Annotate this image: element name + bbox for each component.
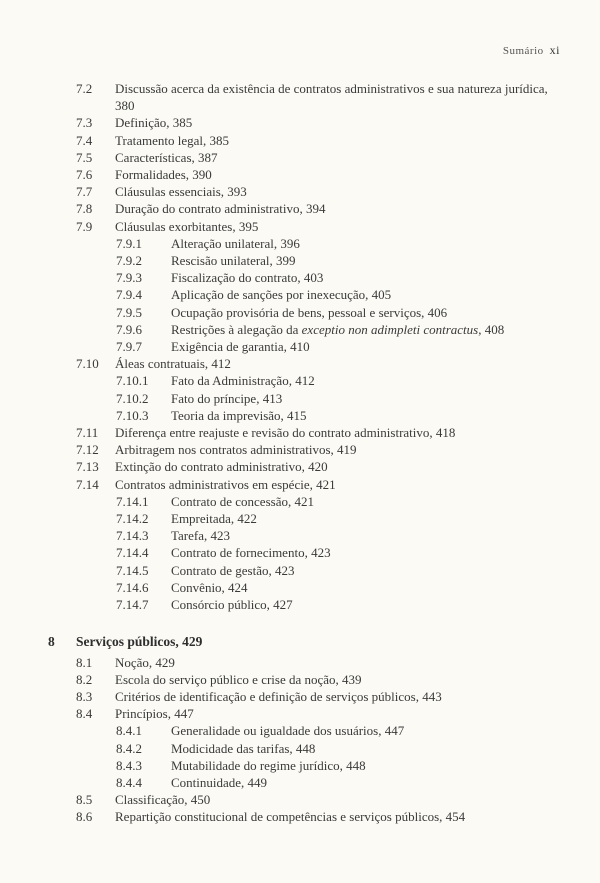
toc-entry [0,286,600,303]
toc-entry-number: 8.2 [76,671,93,687]
toc-entry [0,424,600,441]
toc-entry [0,80,600,114]
toc-entry-title: Ocupação provisória de bens, pessoal e serviços, 406 [171,304,448,320]
toc-entry [0,808,600,825]
toc-entry [0,596,600,613]
toc-entry-title [171,321,570,338]
toc-entry [0,149,600,166]
toc-entry-title: Arbitragem nos contratos administrativos, 419 [115,442,357,458]
toc-entry-number: 8.5 [76,792,93,808]
toc-entry [0,722,600,739]
toc-entry [0,544,600,561]
toc-entry [0,705,600,722]
toc-entry-number: 7.14.7 [116,597,149,613]
toc-entry [0,458,600,475]
toc-entry-title: Discussão acerca da existência de contratos administrativos e sua natureza jurídica, 380 [115,81,548,114]
toc-entry-title: Características, 387 [115,149,218,165]
toc-entry-title: Tratamento legal, 385 [115,132,229,148]
toc-entry [0,183,600,200]
toc-entry-title: Mutabilidade do regime jurídico, 448 [171,757,366,773]
toc-entry-title: Escola do serviço público e crise da noção, 439 [115,671,362,687]
toc-entry-number: 8.4 [76,706,93,722]
toc-entry-title: Extinção do contrato administrativo, 420 [115,459,328,475]
page-number: xi [549,43,560,57]
toc-entry [0,493,600,510]
toc-entry-title: Contratos administrativos em espécie, 421 [115,476,336,492]
toc-entry-title: Aplicação de sanções por inexecução, 405 [171,287,392,303]
table-of-contents [0,80,600,826]
toc-entry-number: 7.4 [76,132,93,148]
toc-entry [0,269,600,286]
toc-entry [0,304,600,321]
toc-entry [0,654,600,671]
running-header-title: Sumário [502,45,544,57]
toc-entry-number: 7.9.2 [116,253,142,269]
toc-entry-number: 7.2 [76,81,93,96]
toc-entry-title: Contrato de gestão, 423 [171,562,295,578]
toc-entry-number: 7.9.4 [116,287,142,303]
toc-entry-title: Critérios de identificação e definição de serviços públicos, 443 [115,688,442,704]
toc-entry-title: Consórcio público, 427 [171,597,293,613]
running-header [503,43,560,58]
toc-entry-number: 7.9.5 [116,304,142,320]
toc-entry [0,372,600,389]
toc-entry [0,476,600,493]
toc-entry [0,407,600,424]
toc-entry-number: 7.14.4 [116,545,149,561]
toc-entry [0,671,600,688]
toc-entry [0,390,600,407]
toc-entry [0,321,600,338]
toc-entry-number: 8.1 [76,654,93,670]
toc-entry [0,441,600,458]
toc-entry-title: Continuidade, 449 [171,774,268,790]
toc-entry [0,355,600,372]
toc-entry [0,688,600,705]
toc-entry-title: Modicidade das tarifas, 448 [171,740,316,756]
toc-entry-title: Cláusulas essenciais, 393 [115,184,247,200]
toc-entry [0,740,600,757]
toc-entry-number: 8.4.2 [116,740,142,756]
toc-entry-number: 7.13 [76,459,99,475]
toc-entry-number: 7.10.3 [116,407,149,423]
toc-entry-title-part: exceptio non adimpleti contractus [301,321,479,337]
toc-entry-number: 7.8 [76,201,93,217]
toc-entry-number: 7.9 [76,218,93,234]
toc-entry-number: 7.11 [76,425,99,441]
toc-entry-title: Fato do príncipe, 413 [171,390,283,406]
toc-entry-title: Duração do contrato administrativo, 394 [115,201,326,217]
toc-entry [0,132,600,149]
toc-entry-number: 7.14.1 [116,493,149,509]
toc-entry-number: 8.4.1 [116,723,142,739]
toc-entry [0,510,600,527]
toc-entry-number: 8.6 [76,809,93,825]
toc-entry [0,114,600,131]
toc-entry-title: Princípios, 447 [115,706,194,722]
toc-entry-title: Empreitada, 422 [171,511,257,527]
toc-entry-number: 8.3 [76,688,93,704]
toc-entry-number: 7.10.2 [116,390,149,406]
toc-entry-number: 7.14.5 [116,562,149,578]
toc-entry-title: Teoria da imprevisão, 415 [171,407,307,423]
toc-entry-title: Contrato de fornecimento, 423 [171,545,331,561]
toc-entry [0,200,600,217]
toc-entry-title: Convênio, 424 [171,579,248,595]
toc-entry-number: 7.12 [76,442,99,458]
toc-entry-number: 7.14.2 [116,511,149,527]
toc-entry [0,579,600,596]
toc-entry-title: Contrato de concessão, 421 [171,493,314,509]
toc-entry-number: 7.3 [76,115,93,131]
toc-entry-number: 7.10.1 [116,373,149,389]
toc-entry-number: 7.14 [76,476,99,492]
toc-entry-title: Fiscalização do contrato, 403 [171,270,324,286]
toc-entry-number: 8 [48,634,55,650]
toc-entry-number: 7.6 [76,167,93,183]
toc-entry-title: Definição, 385 [115,115,193,131]
toc-entry [0,774,600,791]
toc-chapter [0,633,600,650]
toc-entry-number: 8.4.4 [116,774,142,790]
toc-entry [0,218,600,235]
toc-entry-title-part: Restrições à alegação da [171,321,302,337]
toc-entry-number: 7.10 [76,356,99,372]
toc-entry-title: Generalidade ou igualdade dos usuários, 447 [171,723,405,739]
toc-entry-title: Classificação, 450 [115,792,211,808]
toc-entry-number: 7.9.6 [116,321,142,337]
toc-entry-title: Tarefa, 423 [171,528,231,544]
toc-entry-title: Fato da Administração, 412 [171,373,315,389]
toc-entry-title: Rescisão unilateral, 399 [171,253,296,269]
toc-entry-title: Alteração unilateral, 396 [171,235,300,251]
toc-entry-title: Serviços públicos, 429 [76,634,203,650]
toc-entry-number: 7.5 [76,149,93,165]
toc-entry [0,791,600,808]
toc-entry-title: Cláusulas exorbitantes, 395 [115,218,259,234]
toc-entry-number: 7.7 [76,184,93,200]
toc-entry-title: Exigência de garantia, 410 [171,339,310,355]
toc-entry [0,252,600,269]
toc-entry-number: 7.9.3 [116,270,142,286]
toc-entry [0,235,600,252]
toc-entry-number: 8.4.3 [116,757,142,773]
toc-entry [0,562,600,579]
toc-entry [0,338,600,355]
toc-entry-title-part: , 408 [478,321,505,337]
toc-entry-number: 7.14.6 [116,579,149,595]
toc-entry-number: 7.9.1 [116,235,142,251]
toc-entry [0,166,600,183]
toc-entry-title: Formalidades, 390 [115,167,212,183]
toc-entry-title: Repartição constitucional de competências e serviços públicos, 454 [115,809,466,825]
toc-entry [0,527,600,544]
toc-entry-title: Diferença entre reajuste e revisão do contrato administrativo, 418 [115,425,456,441]
toc-entry [0,757,600,774]
toc-entry-number: 7.9.7 [116,339,142,355]
toc-entry-title: Áleas contratuais, 412 [115,356,231,372]
toc-entry-title: Noção, 429 [115,654,175,670]
toc-entry-number: 7.14.3 [116,528,149,544]
